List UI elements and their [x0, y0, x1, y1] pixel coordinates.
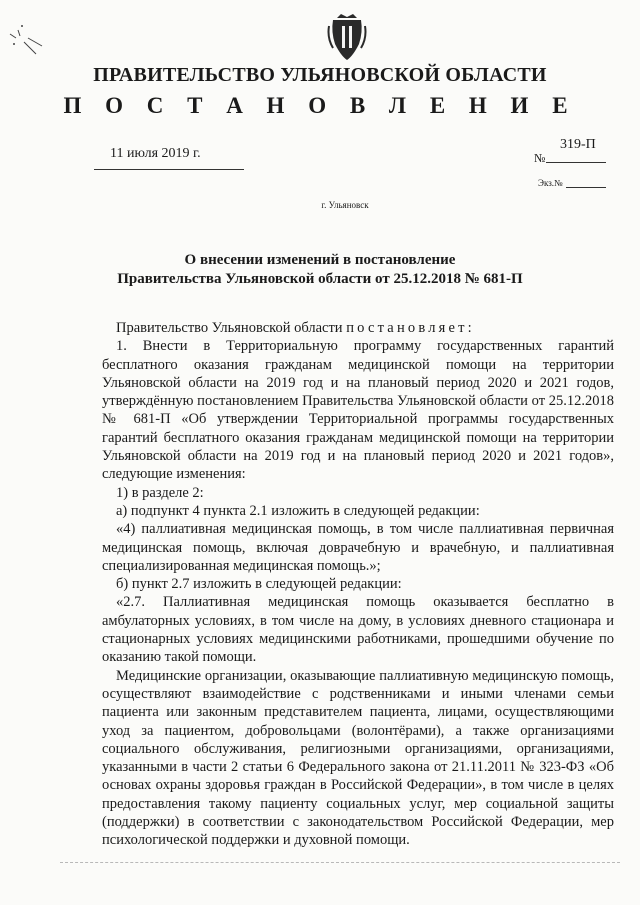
intro-text: Правительство Ульяновской области: [116, 320, 347, 336]
copy-number-underline: [566, 187, 606, 188]
coat-of-arms-emblem: [327, 12, 367, 62]
paragraph-1: 1. Внести в Территориальную программу государственных гарантий бесплатного оказания гражданам медицинской помощи на территории Ульяновской области на 2019 год и на плановый период 2020 и 2021 годов, утверждённую постановлением Правительства Ульяновской области от 25.12.2018 № 681-П «Об утверждении Территориальной программы государственных гарантий бесплатного оказания гражданам медицинской помощи на территории Ульяновской области на 2019 год и на плановый период 2020 и 2021 годов», следующие изменения:: [102, 338, 614, 483]
page-fold-line: [60, 862, 620, 863]
subitem-b: б) пункт 2.7 изложить в следующей редакции:: [116, 576, 402, 593]
document-subject: [0, 251, 640, 289]
document-date: 11 июля 2019 г.: [110, 146, 201, 161]
document-number: 319-П: [560, 137, 596, 152]
date-underline: [94, 169, 244, 170]
quote-a: «4) паллиативная медицинская помощь, в том числе паллиативная первичная медицинская помощь, включая доврачебную и врачебную, и паллиативная специализированная медицинская помощь.»;: [102, 521, 614, 574]
document-body: [102, 319, 614, 850]
item-1: 1) в разделе 2:: [116, 484, 204, 501]
city-name: г. Ульяновск: [321, 200, 369, 210]
margin-scribble-mark: [6, 20, 46, 60]
document-type-heading: П О С Т А Н О В Л Е Н И Е: [63, 93, 577, 118]
quote-b: «2.7. Паллиативная медицинская помощь оказывается бесплатно в амбулаторных условиях, в том числе на дому, в условиях дневного стационара и стационарных условиях медицинскими работниками, прошедшими обучение по оказанию такой помощи.: [102, 594, 614, 666]
subject-line-2: Правительства Ульяновской области от 25.12.2018 № 681-П: [117, 271, 523, 287]
number-underline: [546, 162, 606, 163]
copy-number-label: Экз.№: [538, 178, 563, 188]
government-title: ПРАВИТЕЛЬСТВО УЛЬЯНОВСКОЙ ОБЛАСТИ: [93, 64, 547, 86]
subject-line-1: О внесении изменений в постановление: [184, 252, 456, 268]
paragraph-medical-organizations: Медицинские организации, оказывающие паллиативную медицинскую помощь, осуществляют взаимодействие с родственниками и иными членами семьи пациента или законным представителем пациента, лицами, осуществляющими уход за пациентом, добровольцами (волонтёрами), а также организациями социального обслуживания, религиозными организациями, организациями, указанными в части 2 статьи 6 Федерального закона от 21.11.2011 № 323-ФЗ «Об основах охраны здоровья граждан в Российской Федерации», в том числе в целях предоставления такому пациенту социальных услуг, мер социальной защиты (поддержки) в соответствии с законодательством Российской Федерации, мер психологической поддержки и духовной помощи.: [102, 667, 614, 849]
intro-decree-word: постановляет:: [346, 320, 475, 336]
subitem-a: а) подпункт 4 пункта 2.1 изложить в следующей редакции:: [116, 502, 480, 519]
number-sign: №: [534, 151, 546, 165]
intro-paragraph: [102, 319, 614, 337]
